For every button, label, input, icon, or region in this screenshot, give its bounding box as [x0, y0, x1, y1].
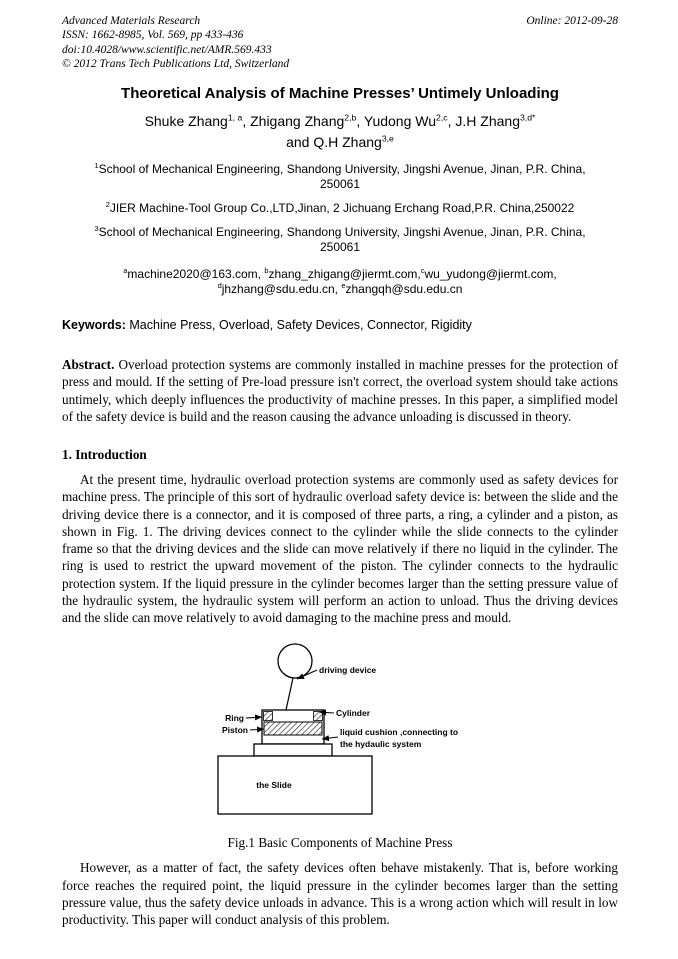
closing-paragraph: However, as a matter of fact, the safety devices often behave mistakenly. That is, before working force reaches the required point, the liquid pressure in the cylinder becomes larger than the setting pressure value, thus the safety device unloads in advance. This is a wrong action which will result in low productivity. This paper will conduct analysis of this problem.	[62, 860, 618, 928]
piston-hatch	[264, 722, 322, 735]
ring-right-hatch	[314, 712, 323, 721]
driving-device-circle	[278, 644, 312, 678]
abstract-label: Abstract.	[62, 356, 115, 372]
affiliation-line	[62, 162, 618, 177]
affiliation-text-2: 250061	[319, 177, 361, 192]
email-superscript: a	[123, 265, 128, 275]
figure-caption: Fig.1 Basic Components of Machine Press	[227, 835, 453, 851]
affiliation-2	[62, 201, 618, 216]
author-name: Shuke Zhang	[144, 113, 228, 129]
email-address: zhangqh@sdu.edu.cn	[345, 281, 463, 296]
paper-title: Theoretical Analysis of Machine Presses’ Untimely Unloading	[121, 85, 559, 102]
ring-left-hatch	[264, 712, 273, 721]
issn-line: ISSN: 1662-8985, Vol. 569, pp 433-436	[62, 29, 244, 42]
email-line-2	[62, 282, 618, 297]
affiliation-text-2: 250061	[319, 240, 361, 255]
email-superscript: b	[264, 265, 269, 275]
email-address: jhzhang@sdu.edu.cn,	[221, 281, 342, 296]
author-superscript: 3,e	[381, 133, 394, 144]
email-superscript: d	[217, 280, 222, 290]
driving-device-label: driving device	[319, 665, 377, 676]
publication-info	[62, 14, 289, 71]
author-superscript: 1, a	[227, 112, 243, 123]
figure-1-diagram	[200, 638, 600, 830]
section-heading-introduction: 1. Introduction	[62, 446, 147, 462]
affiliation-superscript: 2	[105, 200, 110, 210]
author-superscript: 3,d*	[519, 112, 536, 123]
doi-line: doi:10.4028/www.scientific.net/AMR.569.433	[62, 43, 272, 56]
author-superscript: 2,b	[344, 112, 357, 123]
publication-header	[62, 14, 618, 71]
affiliation-line	[62, 225, 618, 240]
liquid-cushion-label-line2: the hydaulic system	[340, 739, 422, 750]
drive-rod-line	[286, 678, 293, 710]
affiliation-text: JIER Machine-Tool Group Co.,LTD,Jinan, 2 Jichuang Erchang Road,P.R. China,250022	[109, 201, 575, 216]
affiliation-text: School of Mechanical Engineering, Shandong University, Jingshi Avenue, Jinan, P.R. China,	[98, 162, 586, 176]
email-line-1	[62, 267, 618, 282]
introduction-paragraph: At the present time, hydraulic overload protection systems are commonly used as safety devices for machine press. The principle of this sort of hydraulic overload safety device is: between the slide and the driving device there is a connector, and it is composed of three parts, a ring, a cylinder and a piston, as shown in Fig. 1. The driving devices connect to the cylinder while the slide connects to the cylinder frame so that the driving devices and the slide can move relatively if there no liquid in the cylinder. The ring is used to restrict the upward movement of the piston. The cylinder connects to the hydraulic protection system. If the liquid pressure in the cylinder becomes larger than the setting pressure value of the hydraulic system, the hydraulic system will perform an action to unload. Thus the driving devices and the slide can move relatively to avoid damaging to the machine press and mould.	[62, 471, 618, 626]
author-name: and Q.H Zhang	[286, 134, 382, 150]
liquid-cushion-label-line1: liquid cushion ,connecting to	[340, 727, 459, 738]
emails-block	[62, 267, 618, 297]
email-address: zhang_zhigang@jiermt.com,	[268, 266, 421, 281]
piston-label: Piston	[222, 725, 248, 736]
authors-line-1	[62, 111, 618, 132]
keywords-text: Machine Press, Overload, Safety Devices, Connector, Rigidity	[125, 317, 472, 332]
keywords-label: Keywords:	[62, 317, 126, 332]
email-address: machine2020@163.com,	[127, 266, 265, 281]
author-superscript: 2,c	[436, 112, 448, 123]
ring-label: Ring	[225, 713, 244, 724]
affiliation-superscript: 3	[94, 224, 99, 234]
online-date: Online: 2012-09-28	[526, 15, 618, 27]
affiliation-3	[62, 225, 618, 255]
cylinder-label: Cylinder	[336, 708, 371, 719]
keywords-line	[62, 318, 618, 332]
ring-arrow-line	[246, 717, 262, 718]
slide-rect	[218, 756, 372, 814]
email-superscript: e	[341, 280, 346, 290]
abstract-text: Overload protection systems are commonly installed in machine presses for the protection of press and mould. If the setting of Pre-load pressure isn't correct, the overload system should take actions untimely, which deeply influences the productivity of machine presses. In this paper, a simplified model of the safety device is build and the reason causing the advance unloading is discussed in theory.	[62, 356, 618, 425]
copyright-line: © 2012 Trans Tech Publications Ltd, Switzerland	[62, 57, 290, 70]
author-name: , Yudong Wu	[356, 113, 437, 129]
affiliation-text: School of Mechanical Engineering, Shandong University, Jingshi Avenue, Jinan, P.R. China,	[98, 225, 586, 240]
slide-label: the Slide	[256, 780, 292, 791]
affiliation-1	[62, 162, 618, 192]
cylinder-flange-rect	[254, 744, 332, 756]
authors-line-2	[62, 132, 618, 153]
email-superscript: c	[420, 265, 425, 275]
abstract-paragraph	[62, 356, 618, 426]
affiliation-superscript: 1	[94, 161, 99, 170]
journal-name: Advanced Materials Research	[62, 15, 201, 27]
author-name: , J.H Zhang	[447, 113, 520, 129]
figure-1	[62, 638, 618, 851]
author-name: , Zhigang Zhang	[242, 113, 345, 129]
email-address: wu_yudong@jiermt.com,	[424, 266, 557, 281]
authors-block	[62, 111, 618, 153]
affiliation-line	[62, 201, 618, 216]
